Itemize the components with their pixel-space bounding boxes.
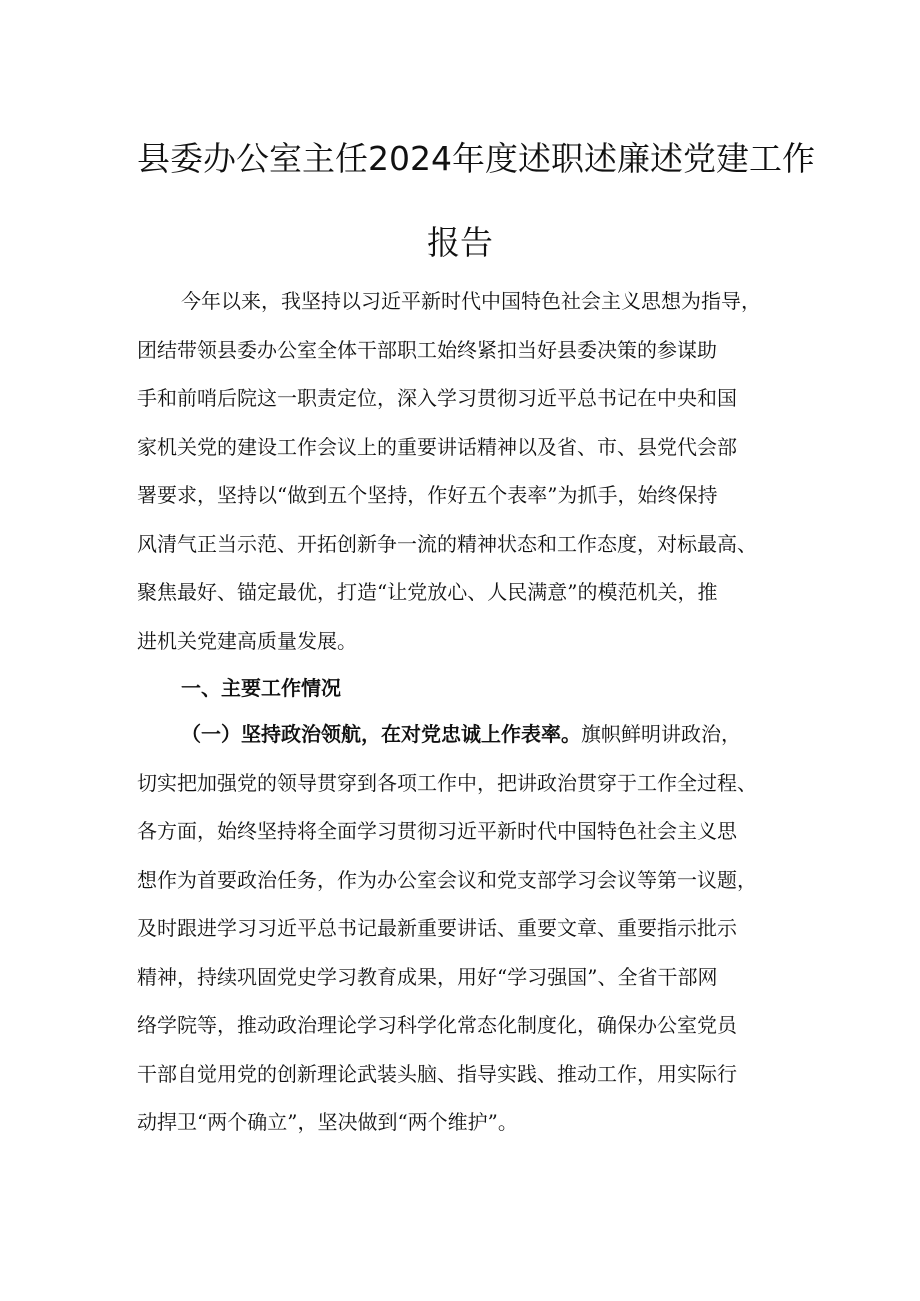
paragraph-line: 团结带领县委办公室全体干部职工始终紧扣当好县委决策的参谋助 — [137, 337, 717, 362]
paragraph-line: 切实把加强党的领导贯穿到各项工作中，把讲政治贯穿于工作全过程、 — [137, 770, 757, 795]
paragraph-line: 精神，持续巩固党史学习教育成果，用好“学习强国”、全省干部网 — [137, 964, 718, 989]
paragraph-line: 聚焦最好、锚定最优，打造“让党放心、人民满意”的模范机关，推 — [137, 580, 718, 604]
paragraph-first-line — [137, 714, 797, 763]
paragraph-line: 署要求，坚持以“做到五个坚持，作好五个表率”为抓手，始终保持 — [137, 483, 718, 507]
subsection-lead: （一）坚持政治领航，在对党忠诚上作表率。 — [181, 722, 581, 746]
document-title-line-2: 报告 — [427, 223, 493, 262]
paragraph-line-rest: 旗帜鲜明讲政治， — [581, 722, 741, 746]
paragraph-line: 进机关党建高质量发展。 — [137, 628, 357, 653]
paragraph-line: 风清气正当示范、开拓创新争一流的精神状态和工作态度，对标最高、 — [137, 531, 757, 556]
paragraph-line: 手和前哨后院这一职责定位，深入学习贯彻习近平总书记在中央和国 — [137, 386, 737, 410]
intro-paragraph — [137, 281, 797, 669]
paragraph-line: 络学院等，推动政治理论学习科学化常态化制度化，确保办公室党员 — [137, 1013, 737, 1037]
paragraph-line: 各方面，始终坚持将全面学习贯彻习近平新时代中国特色社会主义思 — [137, 819, 737, 843]
paragraph-line: 动捍卫“两个确立”，坚决做到“两个维护”。 — [137, 1110, 518, 1134]
paragraph-line: 及时跟进学习习近平总书记最新重要讲话、重要文章、重要指示批示 — [137, 916, 737, 940]
document-title-line-1: 县委办公室主任2024年度述职述廉述党建工作 — [137, 139, 815, 178]
paragraph-line: 家机关党的建设工作会议上的重要讲话精神以及省、市、县党代会部 — [137, 434, 737, 459]
section-heading: 一、主要工作情况 — [181, 676, 341, 700]
paragraph-line: 今年以来，我坚持以习近平新时代中国特色社会主义思想为指导， — [181, 289, 761, 313]
subsection-paragraph — [137, 714, 797, 1151]
paragraph-line: 想作为首要政治任务，作为办公室会议和党支部学习会议等第一议题， — [137, 867, 757, 892]
paragraph-line: 干部自觉用党的创新理论武装头脑、指导实践、推动工作，用实际行 — [137, 1061, 737, 1086]
